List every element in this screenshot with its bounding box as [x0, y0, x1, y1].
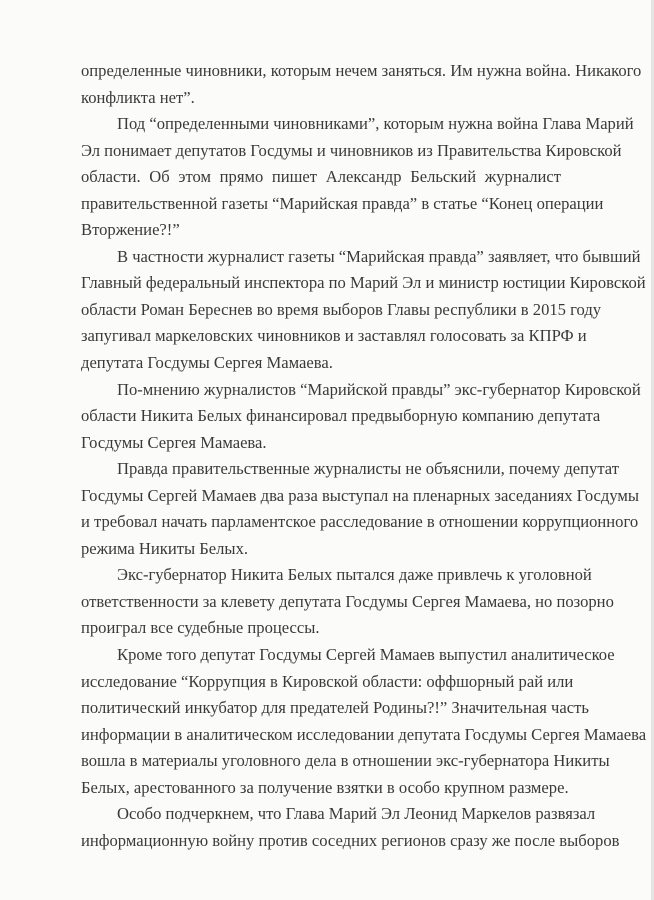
- text-line: конфликта нет”.: [81, 87, 195, 107]
- text-line: области Никита Белых финансировал предвыборную компанию депутата: [81, 406, 601, 426]
- text-line: области. Об этом прямо пишет Александр Бельский журналист: [81, 167, 561, 187]
- text-line: Правда правительственные журналисты не объяснили, почему депутат: [117, 459, 619, 479]
- paragraph: [81, 58, 642, 111]
- paragraph: [81, 377, 641, 457]
- text-line: политический инкубатор для предателей Родины?!” Значительная часть: [81, 698, 589, 718]
- document-page: [81, 58, 647, 854]
- paragraph: [81, 801, 620, 854]
- text-line: правительственной газеты “Марийская правда” в статье “Конец операции: [81, 193, 604, 213]
- text-line: информации в аналитическом исследовании депутата Госдумы Сергея Мамаева: [81, 724, 647, 744]
- paragraph: [81, 456, 640, 562]
- text-line: Госдумы Сергея Мамаева.: [81, 432, 267, 452]
- text-line: Кроме того депутат Госдумы Сергей Мамаев выпустил аналитическое: [117, 645, 615, 665]
- text-line: В частности журналист газеты “Марийская правда” заявляет, что бывший: [117, 246, 641, 266]
- text-line: Экс-губернатор Никита Белых пытался даже привлечь к уголовной: [117, 565, 592, 585]
- text-line: Эл понимает депутатов Госдумы и чиновников из Правительства Кировской: [81, 140, 622, 160]
- text-line: Вторжение?!”: [81, 220, 180, 240]
- text-line: определенные чиновники, которым нечем заняться. Им нужна война. Никакого: [81, 61, 642, 80]
- text-line: исследование “Коррупция в Кировской области: оффшорный рай или: [81, 671, 574, 691]
- text-line: Госдумы Сергей Мамаев два раза выступал на пленарных заседаниях Госдумы: [81, 485, 640, 505]
- text-line: режима Никиты Белых.: [81, 538, 249, 558]
- paragraph: [81, 562, 614, 642]
- paragraph: [81, 244, 646, 377]
- paragraph: [81, 111, 634, 244]
- text-line: проиграл все судебные процессы.: [81, 618, 320, 638]
- text-line: По-мнению журналистов “Марийской правды” экс-губернатор Кировской: [117, 379, 641, 399]
- text-line: Белых, арестованного за получение взятки в особо крупном размере.: [81, 777, 569, 797]
- text-line: Особо подчеркнем, что Глава Марий Эл Леонид Маркелов развязал: [117, 804, 596, 824]
- text-line: области Роман Береснев во время выборов Главы республики в 2015 году: [81, 299, 602, 319]
- paragraph: [81, 642, 647, 801]
- text-line: запугивал маркеловских чиновников и заставлял голосовать за КПРФ и: [81, 326, 587, 346]
- text-line: ответственности за клевету депутата Госдумы Сергея Мамаева, но позорно: [81, 591, 614, 611]
- text-line: и требовал начать парламентское расследование в отношении коррупционного: [81, 512, 639, 532]
- text-line: Под “определенными чиновниками”, которым нужна война Глава Марий: [117, 114, 634, 134]
- text-line: депутата Госдумы Сергея Мамаева.: [81, 353, 333, 373]
- text-line: вошла в материалы уголовного дела в отношении экс-губернатора Никиты: [81, 751, 610, 771]
- text-line: Главный федеральный инспектора по Марий Эл и министр юстиции Кировской: [81, 273, 646, 293]
- text-line: информационную войну против соседних регионов сразу же после выборов: [81, 830, 620, 850]
